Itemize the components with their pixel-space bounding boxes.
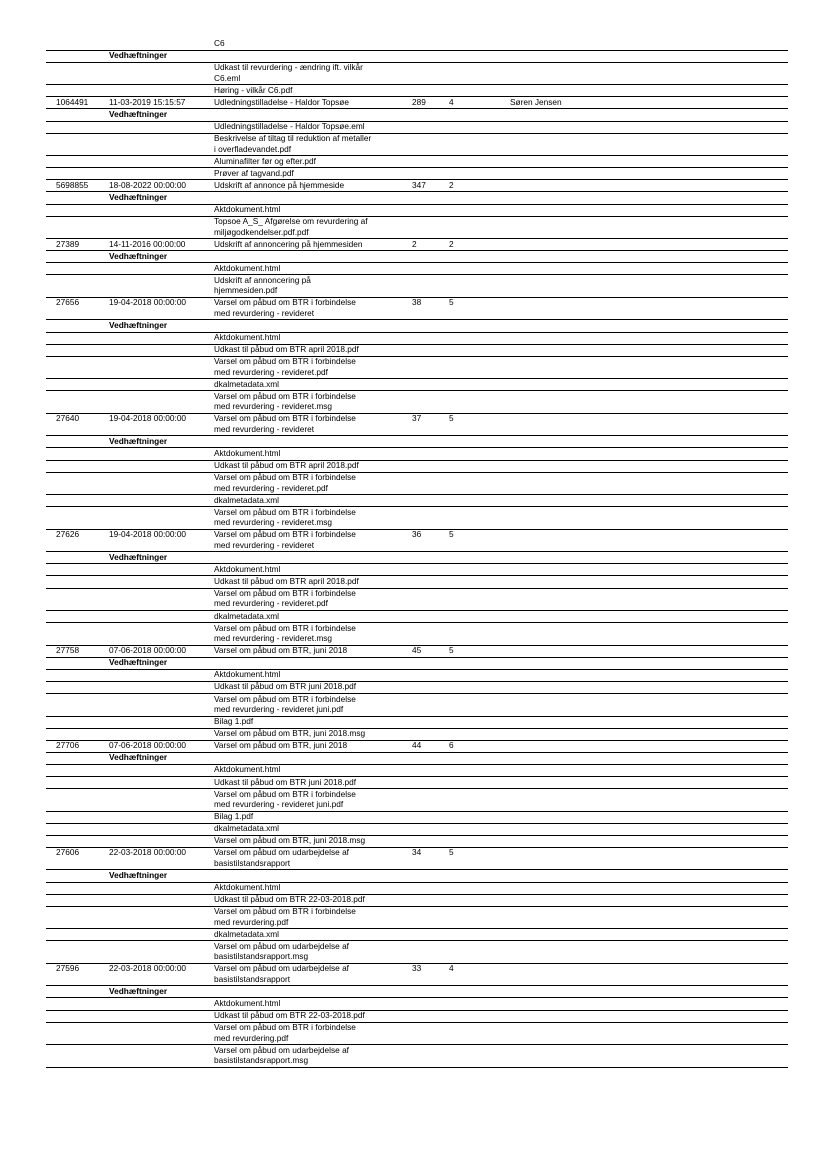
row-divider [46,344,788,345]
row-divider [46,133,788,134]
record-date: 19-04-2018 00:00:00 [109,529,187,540]
record-pages: 33 [412,963,422,974]
attachment-name: Varsel om påbud om BTR i forbindelse [214,788,356,799]
attachment-name: i overfladevandet.pdf [214,143,292,154]
row-divider [46,216,788,217]
attachment-name: med revurdering - revideret.msg [214,633,333,643]
record-title: Varsel om påbud om udarbejdelse af [214,847,349,858]
attachment-name: Aluminafilter før og efter.pdf [214,155,316,166]
attachment-name: med revurdering - revideret.pdf [214,598,328,609]
attachment-name: Topsoe A_S_ Afgørelse om revurdering af [214,216,368,227]
attachment-name: Udkast til påbud om BTR april 2018.pdf [214,460,359,470]
attachment-name: dkalmetadata.xml [214,928,280,939]
attachment-name: Udkast til påbud om BTR juni 2018.pdf [214,681,357,692]
row-divider [46,332,788,333]
attachments-header: Vedhæftninger [109,869,168,880]
row-divider [46,472,788,473]
attachments-header: Vedhæftninger [109,551,168,562]
record-pages: 289 [412,96,426,107]
record-id: 27389 [56,238,80,249]
row-divider [46,669,788,670]
record-id: 27656 [56,297,80,308]
record-doc-count: 6 [449,740,454,751]
attachment-name: Beskrivelse af tiltag til reduktion af metaller [214,133,372,144]
record-title: Varsel om påbud om BTR i forbindelse [214,529,356,540]
attachment-name: Varsel om påbud om BTR i forbindelse [214,1022,356,1033]
attachment-name: Prøver af tagvand.pdf [214,167,294,178]
attachment-name: hjemmesiden.pdf [214,285,278,296]
attachment-name: Varsel om påbud om BTR i forbindelse [214,472,356,483]
attachment-name: Udkast til revurdering - ændring ift. vilkår [214,62,363,73]
record-id: 27640 [56,413,80,424]
attachment-name: dkalmetadata.xml [214,378,280,389]
attachment-name: basistilstandsrapport.msg [214,951,309,962]
record-title: Varsel om påbud om BTR, juni 2018 [214,645,348,656]
record-doc-count: 5 [449,847,454,858]
attachment-name: Høring - vilkår C6.pdf [214,84,293,95]
record-title: med revurdering - revideret [214,423,315,434]
attachment-name: med revurdering - revideret.pdf [214,366,328,377]
attachment-name: Varsel om påbud om BTR, juni 2018.msg [214,728,366,739]
record-date: 07-06-2018 00:00:00 [109,740,187,751]
row-divider [46,121,788,122]
attachment-name: Udkast til påbud om BTR april 2018.pdf [214,344,359,355]
attachment-name: med revurdering - revideret juni.pdf [214,703,344,714]
record-title: Udskrift af annoncering på hjemmesiden [214,238,363,249]
row-divider [46,447,788,448]
row-divider [46,894,788,895]
attachment-name: dkalmetadata.xml [214,823,280,834]
record-doc-count: 2 [449,238,454,249]
record-title: med revurdering - revideret [214,539,315,550]
record-title: Udledningstilladelse - Haldor Topsøe [214,96,349,107]
row-divider [46,494,788,495]
record-id: 27606 [56,847,80,858]
row-divider [46,155,788,156]
attachment-name: med revurdering.pdf [214,916,289,927]
record-date: 22-03-2018 00:00:00 [109,847,187,858]
record-title: Udskrift af annonce på hjemmeside [214,179,345,190]
row-divider [46,764,788,765]
attachment-name: Aktdokument.html [214,669,281,680]
attachments-header: Vedhæftninger [109,108,168,119]
record-title: Varsel om påbud om BTR i forbindelse [214,297,356,308]
attachment-name: Varsel om påbud om BTR i forbindelse [214,622,356,633]
record-doc-count: 2 [449,179,454,190]
row-divider [46,575,788,576]
row-divider [46,563,788,564]
row-divider [46,167,788,168]
record-doc-count: 4 [449,96,454,107]
attachment-name: med revurdering - revideret.msg [214,517,333,528]
attachment-name: med revurdering.pdf [214,1032,289,1043]
attachment-name: Udkast til påbud om BTR april 2018.pdf [214,575,359,586]
attachment-name: dkalmetadata.xml [214,494,280,505]
row-divider [46,811,788,812]
row-divider [46,728,788,729]
attachment-name: Aktdokument.html [214,764,281,775]
attachments-header: Vedhæftninger [109,50,168,61]
record-person: Søren Jensen [510,96,562,107]
record-doc-count: 5 [449,297,454,308]
record-id: 27596 [56,963,80,974]
attachment-name: med revurdering - revideret juni.pdf [214,799,344,809]
attachment-name: med revurdering - revideret.pdf [214,482,328,493]
attachment-name: Aktdokument.html [214,882,281,892]
record-date: 07-06-2018 00:00:00 [109,645,187,656]
row-divider [46,997,788,998]
record-id: 27626 [56,529,80,540]
record-date: 19-04-2018 00:00:00 [109,297,187,308]
attachment-name: C6.eml [214,72,241,83]
row-divider [46,62,788,63]
record-date: 11-03-2019 15:15:57 [109,96,186,107]
attachments-header: Vedhæftninger [109,752,168,763]
attachments-header: Vedhæftninger [109,319,168,330]
attachment-name: Aktdokument.html [214,563,281,574]
attachment-name: Varsel om påbud om BTR i forbindelse [214,356,356,367]
record-pages: 2 [412,238,417,249]
attachment-name: Udskrift af annoncering på [214,274,311,285]
record-title: basistilstandsrapport [214,973,291,984]
record-id: 5698855 [56,179,89,190]
attachment-name: Varsel om påbud om BTR, juni 2018.msg [214,835,366,846]
attachment-name: Aktdokument.html [214,204,281,214]
row-divider [46,681,788,682]
record-pages: 36 [412,529,422,540]
record-title: basistilstandsrapport [214,857,291,868]
attachment-name: Bilag 1.pdf [214,811,254,822]
attachments-header: Vedhæftninger [109,250,168,261]
record-title: Varsel om påbud om BTR i forbindelse [214,413,356,424]
attachment-name: Udledningstilladelse - Haldor Topsøe.eml [214,121,365,131]
row-divider [46,823,788,824]
record-doc-count: 5 [449,645,454,656]
row-divider [46,262,788,263]
record-id: 27758 [56,645,80,656]
attachments-header: Vedhæftninger [109,435,168,446]
attachment-name: Aktdokument.html [214,447,281,458]
row-divider [46,1044,788,1045]
attachment-name: Udkast til påbud om BTR 22-03-2018.pdf [214,894,365,905]
record-doc-count: 4 [449,963,454,974]
record-id: 27706 [56,740,80,751]
attachment-name: Bilag 1.pdf [214,716,254,726]
attachment-name: Varsel om påbud om BTR i forbindelse [214,390,356,401]
record-date: 22-03-2018 00:00:00 [109,963,187,974]
attachment-name: Aktdokument.html [214,997,281,1008]
attachment-name: dkalmetadata.xml [214,610,280,621]
row-divider [46,84,788,85]
record-title: Varsel om påbud om BTR, juni 2018 [214,740,348,751]
record-doc-count: 5 [449,529,454,540]
record-date: 14-11-2016 00:00:00 [109,238,186,249]
row-divider [46,835,788,836]
attachment-name: Udkast til påbud om BTR juni 2018.pdf [214,776,357,787]
row-divider [46,378,788,379]
row-divider [46,882,788,883]
attachment-name: Varsel om påbud om BTR i forbindelse [214,693,356,704]
record-title: Varsel om påbud om udarbejdelse af [214,963,349,974]
attachments-header: Vedhæftninger [109,191,168,202]
record-pages: 347 [412,179,426,190]
row-divider [46,610,788,611]
attachments-header: Vedhæftninger [109,657,168,668]
row-divider [46,776,788,777]
record-id: 1064491 [56,96,89,107]
row-divider [46,1022,788,1023]
row-divider [46,460,788,461]
row-divider [46,204,788,205]
record-date: 19-04-2018 00:00:00 [109,413,187,424]
attachment-name: Varsel om påbud om BTR i forbindelse [214,906,356,917]
row-divider [46,1067,788,1068]
row-divider [46,274,788,275]
attachment-name: Varsel om påbud om udarbejdelse af [214,1044,349,1055]
attachment-name: miljøgodkendelser.pdf.pdf [214,226,309,237]
row-divider [46,506,788,507]
record-pages: 44 [412,740,422,751]
row-divider [46,1010,788,1011]
row-divider [46,716,788,717]
record-pages: 37 [412,413,422,424]
attachment-name: med revurdering - revideret.msg [214,401,333,412]
row-divider [46,356,788,357]
row-divider [46,693,788,694]
record-pages: 45 [412,645,422,656]
row-divider [46,788,788,789]
record-pages: 34 [412,847,422,858]
continued-title: C6 [214,38,225,48]
row-divider [46,622,788,623]
attachment-name: basistilstandsrapport.msg [214,1055,309,1065]
row-divider [46,588,788,589]
record-doc-count: 5 [449,413,454,424]
attachment-name: Varsel om påbud om BTR i forbindelse [214,588,356,598]
attachment-name: Udkast til påbud om BTR 22-03-2018.pdf [214,1010,365,1020]
row-divider [46,928,788,929]
attachment-name: Varsel om påbud om BTR i forbindelse [214,506,356,517]
record-pages: 38 [412,297,422,308]
attachment-name: Aktdokument.html [214,262,281,273]
row-divider [46,940,788,941]
record-date: 18-08-2022 00:00:00 [109,179,187,190]
row-divider [46,390,788,391]
attachment-name: Varsel om påbud om udarbejdelse af [214,940,349,951]
attachment-name: Aktdokument.html [214,332,281,342]
record-title: med revurdering - revideret [214,307,315,318]
attachments-header: Vedhæftninger [109,985,168,996]
row-divider [46,906,788,907]
